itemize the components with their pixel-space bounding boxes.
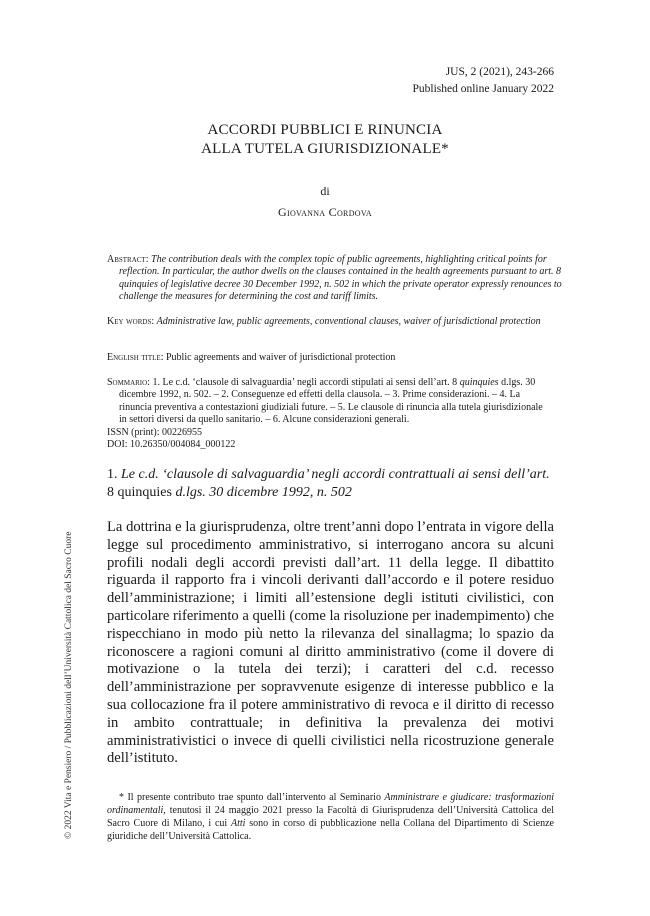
english-title-label: English title:: [107, 352, 164, 363]
summary-text-a: 1. Le c.d. ‘clausole di salvaguardia’ negli accordi stipulati ai sensi dell’art. 8: [152, 377, 460, 388]
keywords: [107, 316, 563, 328]
section-number: 1.: [107, 467, 118, 482]
summary-label: Sommario:: [107, 377, 150, 388]
summary-contents: [107, 377, 551, 427]
english-title: [107, 352, 551, 364]
summary-text-a-italic: quinquies: [459, 377, 499, 388]
footnote-a: * Il presente contributo trae spunto dall’intervento al Seminario: [119, 792, 385, 803]
summary-text-b: d.lgs. 30 dicembre 1992, n. 502. – 2. Conseguenze ed effetti della clausola. – 3. Prime considerazioni. – 4. La rinuncia preventiva a contestazioni giudiziali future. – 5. Le clausole di rinuncia alla tutela giurisdizionale in settori diversi da quello sanitario. – 6. Alcune considerazioni generali.: [119, 377, 543, 426]
body-paragraph: La dottrina e la giurisprudenza, oltre trent’anni dopo l’entrata in vigore della legge sul procedimento amministrativo, si interrogano ancora su alcuni profili nodali degli accordi previsti dall’art. 11 della legge. Il dibattito riguarda il rapporto fra i vincoli derivanti dall’accordo e il potere residuo dell’amministrazione; i limiti all’estensione degli istituti civilistici, con particolare riferimento a quelli (come la risoluzione per inadempimento) che rispecchiano in modo più netto la rilevanza del sinallagma; lo spazio da riconoscere a ragioni comuni al diritto amministrativo (come il dovere di motivazione o la tutela dei terzi); i caratteri del c.d. recesso dell’amministrazione per sopravvenute esigenze di interesse pubblico e la sua collocazione fra il potere amministrativo di revoca e il diritto di recesso in ambito contrattuale; in definitiva la prevalenza dei motivi amministrativistici o invece di quelli civilistici nella ricostruzione generale dell’istituto.: [107, 519, 554, 767]
abstract-text: The contribution deals with the complex topic of public agreements, highlighting critical points for reflection. In particular, the author dwells on the clauses contained in the health agreements pursuant to art. 8 quinquies of legislative decree 30 December 1992, n. 502 in which the private operator expressly renounces to challenge the measures for determining the cost and tariff limits.: [119, 254, 562, 303]
by-word: di: [320, 184, 330, 198]
copyright-sidebar: © 2022 Vita e Pensiero / Pubblicazioni dell’Università Cattolica del Sacro Cuore: [64, 531, 74, 839]
section-heading-a: Le c.d. ‘clausole di salvaguardia’ negli accordi contrattuali ai sensi dell’art.: [121, 467, 550, 482]
keywords-label: Key words:: [107, 316, 155, 327]
footnote-seminar-title: Amministrare e giudicare: trasformazioni ordinamentali: [107, 792, 554, 816]
abstract: [107, 254, 563, 304]
doi: DOI: 10.26350/004084_000122: [107, 439, 236, 451]
section-heading-c: quinquies: [117, 484, 172, 500]
summary: [107, 377, 551, 451]
section-heading: [107, 466, 557, 501]
title-line-1: ACCORDI PUBBLICI E RINUNCIA: [207, 122, 443, 138]
title-line-2: ALLA TUTELA GIURISDIZIONALE*: [201, 141, 449, 157]
journal-info: [413, 64, 555, 98]
published-date: Published online January 2022: [412, 83, 554, 95]
abstract-label: Abstract:: [107, 254, 149, 265]
footnote-b: , tenutosi il 24 maggio 2021 presso la Facoltà di Giurisprudenza dell’Università Cattolica del Sacro Cuore di Milano, i cui: [107, 805, 554, 829]
author-name: Giovanna Cordova: [278, 205, 372, 219]
issn: ISSN (print): 00226955: [107, 426, 202, 438]
footnote: [107, 791, 554, 843]
keywords-text: Administrative law, public agreements, conventional clauses, waiver of jurisdictional protection: [156, 316, 541, 327]
journal-citation: JUS, 2 (2021), 243-266: [445, 66, 554, 78]
section-heading-b: 8: [107, 484, 114, 500]
article-title: [0, 121, 650, 159]
footnote-c: sono in corso di pubblicazione nella Collana del Dipartimento di Scienze giuridiche dell’Università Cattolica.: [107, 818, 554, 842]
section-heading-d: d.lgs. 30 dicembre 1992, n. 502: [175, 484, 352, 500]
footnote-atti: Atti: [230, 818, 246, 829]
english-title-text: Public agreements and waiver of jurisdictional protection: [166, 352, 396, 363]
